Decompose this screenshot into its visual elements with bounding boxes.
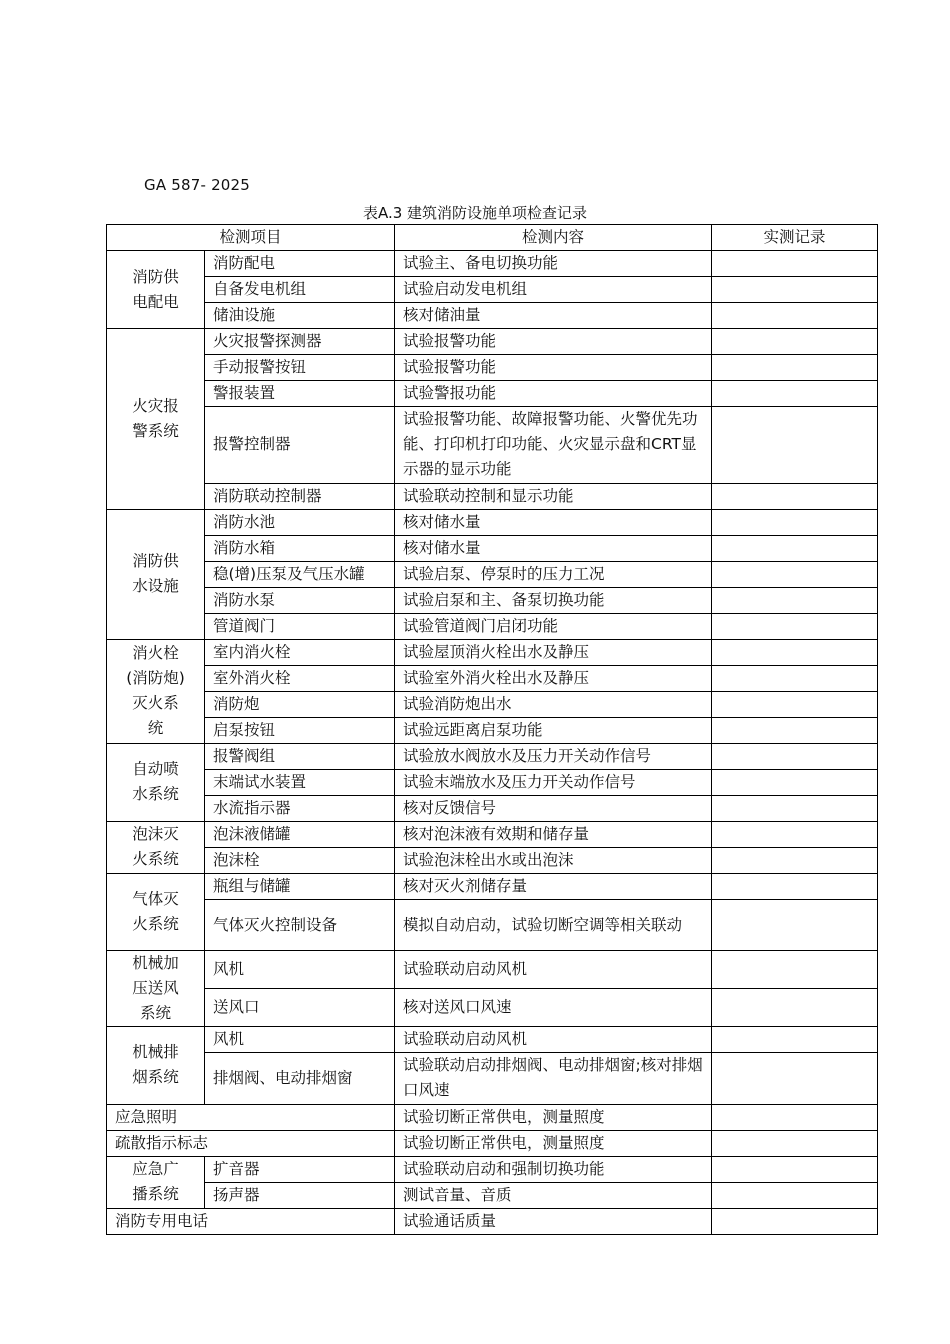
content-cell: 试验启动发电机组 <box>395 277 712 303</box>
content-cell: 试验启泵和主、备泵切换功能 <box>395 587 712 613</box>
record-cell[interactable] <box>712 951 878 989</box>
record-cell[interactable] <box>712 1156 878 1182</box>
category-cell: 机械排烟系统 <box>107 1027 205 1104</box>
table-row <box>107 873 878 899</box>
table-row <box>107 1208 878 1234</box>
item-cell: 扬声器 <box>205 1182 395 1208</box>
category-cell: 消火栓(消防炮)灭火系统 <box>107 639 205 743</box>
item-cell: 送风口 <box>205 989 395 1027</box>
record-cell[interactable] <box>712 303 878 329</box>
item-cell: 手动报警按钮 <box>205 355 395 381</box>
table-row <box>107 407 878 484</box>
item-cell: 警报装置 <box>205 381 395 407</box>
content-cell: 试验消防炮出水 <box>395 691 712 717</box>
item-cell: 报警阀组 <box>205 743 395 769</box>
item-cell: 启泵按钮 <box>205 717 395 743</box>
record-cell[interactable] <box>712 535 878 561</box>
item-cell: 消防炮 <box>205 691 395 717</box>
table-row <box>107 1156 878 1182</box>
table-row <box>107 691 878 717</box>
category-cell: 气体灭火系统 <box>107 873 205 950</box>
content-cell: 试验切断正常供电，测量照度 <box>395 1130 712 1156</box>
record-cell[interactable] <box>712 821 878 847</box>
record-cell[interactable] <box>712 483 878 509</box>
header-inspection-content: 检测内容 <box>395 225 712 251</box>
inspection-record-table <box>106 224 878 1235</box>
record-cell[interactable] <box>712 251 878 277</box>
item-cell: 末端试水装置 <box>205 769 395 795</box>
content-cell: 测试音量、音质 <box>395 1182 712 1208</box>
content-cell: 核对储油量 <box>395 303 712 329</box>
item-cell: 火灾报警探测器 <box>205 329 395 355</box>
content-cell: 试验室外消火栓出水及静压 <box>395 665 712 691</box>
content-cell: 试验联动启动风机 <box>395 1027 712 1053</box>
category-cell: 应急照明 <box>107 1104 395 1130</box>
record-cell[interactable] <box>712 873 878 899</box>
record-cell[interactable] <box>712 613 878 639</box>
item-cell: 储油设施 <box>205 303 395 329</box>
record-cell[interactable] <box>712 1027 878 1053</box>
record-cell[interactable] <box>712 587 878 613</box>
table-row <box>107 535 878 561</box>
record-cell[interactable] <box>712 989 878 1027</box>
item-cell: 消防联动控制器 <box>205 483 395 509</box>
item-cell: 自备发电机组 <box>205 277 395 303</box>
category-cell: 疏散指示标志 <box>107 1130 395 1156</box>
record-cell[interactable] <box>712 743 878 769</box>
content-cell: 试验联动控制和显示功能 <box>395 483 712 509</box>
content-cell: 试验联动启动和强制切换功能 <box>395 1156 712 1182</box>
table-row <box>107 1130 878 1156</box>
category-cell: 泡沫灭火系统 <box>107 821 205 873</box>
category-cell: 自动喷水系统 <box>107 743 205 821</box>
item-cell: 消防水池 <box>205 509 395 535</box>
header-inspection-item: 检测项目 <box>107 225 395 251</box>
content-cell: 试验警报功能 <box>395 381 712 407</box>
item-cell: 排烟阀、电动排烟窗 <box>205 1053 395 1104</box>
table-row <box>107 717 878 743</box>
table-row <box>107 509 878 535</box>
content-cell: 试验联动启动排烟阀、电动排烟窗;核对排烟口风速 <box>395 1053 712 1104</box>
table-row <box>107 381 878 407</box>
item-cell: 风机 <box>205 951 395 989</box>
record-cell[interactable] <box>712 639 878 665</box>
content-cell: 核对储水量 <box>395 509 712 535</box>
record-cell[interactable] <box>712 277 878 303</box>
content-cell: 试验泡沫栓出水或出泡沫 <box>395 847 712 873</box>
table-row <box>107 821 878 847</box>
table-row <box>107 613 878 639</box>
table-header-row <box>107 225 878 251</box>
item-cell: 瓶组与储罐 <box>205 873 395 899</box>
record-cell[interactable] <box>712 1182 878 1208</box>
table-row <box>107 639 878 665</box>
record-cell[interactable] <box>712 665 878 691</box>
table-row <box>107 587 878 613</box>
content-cell: 试验管道阀门启闭功能 <box>395 613 712 639</box>
table-row <box>107 355 878 381</box>
record-cell[interactable] <box>712 407 878 484</box>
item-cell: 风机 <box>205 1027 395 1053</box>
item-cell: 消防水箱 <box>205 535 395 561</box>
category-cell: 机械加压送风系统 <box>107 951 205 1027</box>
record-cell[interactable] <box>712 509 878 535</box>
record-cell[interactable] <box>712 1208 878 1234</box>
table-row <box>107 329 878 355</box>
table-row <box>107 1104 878 1130</box>
record-cell[interactable] <box>712 1104 878 1130</box>
standard-code: GA 587- 2025 <box>144 176 251 194</box>
record-cell[interactable] <box>712 355 878 381</box>
table-caption: 表A.3 建筑消防设施单项检查记录 <box>362 204 588 222</box>
item-cell: 水流指示器 <box>205 795 395 821</box>
content-cell: 试验启泵、停泵时的压力工况 <box>395 561 712 587</box>
item-cell: 消防配电 <box>205 251 395 277</box>
record-cell[interactable] <box>712 717 878 743</box>
content-cell: 试验放水阀放水及压力开关动作信号 <box>395 743 712 769</box>
table-row <box>107 743 878 769</box>
table-row <box>107 483 878 509</box>
table-row <box>107 1053 878 1104</box>
category-cell: 消防专用电话 <box>107 1208 395 1234</box>
table-row <box>107 847 878 873</box>
content-cell: 模拟自动启动，试验切断空调等相关联动 <box>395 899 712 950</box>
content-cell: 试验切断正常供电，测量照度 <box>395 1104 712 1130</box>
item-cell: 稳(增)压泵及气压水罐 <box>205 561 395 587</box>
content-cell: 试验报警功能 <box>395 355 712 381</box>
header-measured-record: 实测记录 <box>712 225 878 251</box>
item-cell: 报警控制器 <box>205 407 395 484</box>
record-cell[interactable] <box>712 899 878 950</box>
content-cell: 核对泡沫液有效期和储存量 <box>395 821 712 847</box>
record-cell[interactable] <box>712 561 878 587</box>
table-row <box>107 899 878 950</box>
table-row <box>107 769 878 795</box>
table-row <box>107 561 878 587</box>
content-cell: 试验末端放水及压力开关动作信号 <box>395 769 712 795</box>
record-cell[interactable] <box>712 1130 878 1156</box>
content-cell: 试验报警功能 <box>395 329 712 355</box>
content-cell: 核对储水量 <box>395 535 712 561</box>
record-cell[interactable] <box>712 847 878 873</box>
content-cell: 试验屋顶消火栓出水及静压 <box>395 639 712 665</box>
category-cell: 消防供电配电 <box>107 251 205 329</box>
record-cell[interactable] <box>712 795 878 821</box>
category-cell: 应急广播系统 <box>107 1156 205 1208</box>
record-cell[interactable] <box>712 1053 878 1104</box>
record-cell[interactable] <box>712 329 878 355</box>
item-cell: 消防水泵 <box>205 587 395 613</box>
item-cell: 室外消火栓 <box>205 665 395 691</box>
item-cell: 泡沫栓 <box>205 847 395 873</box>
table-row <box>107 303 878 329</box>
item-cell: 管道阀门 <box>205 613 395 639</box>
table-row <box>107 277 878 303</box>
content-cell: 核对反馈信号 <box>395 795 712 821</box>
table-row <box>107 665 878 691</box>
item-cell: 泡沫液储罐 <box>205 821 395 847</box>
content-cell: 试验远距离启泵功能 <box>395 717 712 743</box>
table-row <box>107 1027 878 1053</box>
item-cell: 扩音器 <box>205 1156 395 1182</box>
item-cell: 气体灭火控制设备 <box>205 899 395 950</box>
content-cell: 试验联动启动风机 <box>395 951 712 989</box>
table-row <box>107 989 878 1027</box>
content-cell: 试验主、备电切换功能 <box>395 251 712 277</box>
item-cell: 室内消火栓 <box>205 639 395 665</box>
table-row <box>107 1182 878 1208</box>
category-cell: 火灾报警系统 <box>107 329 205 510</box>
category-cell: 消防供水设施 <box>107 509 205 639</box>
content-cell: 核对送风口风速 <box>395 989 712 1027</box>
table-row <box>107 951 878 989</box>
content-cell: 核对灭火剂储存量 <box>395 873 712 899</box>
record-cell[interactable] <box>712 769 878 795</box>
content-cell: 试验报警功能、故障报警功能、火警优先功能、打印机打印功能、火灾显示盘和CRT显示器的显示功能 <box>395 407 712 484</box>
record-cell[interactable] <box>712 691 878 717</box>
content-cell: 试验通话质量 <box>395 1208 712 1234</box>
table-row <box>107 795 878 821</box>
table-row <box>107 251 878 277</box>
record-cell[interactable] <box>712 381 878 407</box>
